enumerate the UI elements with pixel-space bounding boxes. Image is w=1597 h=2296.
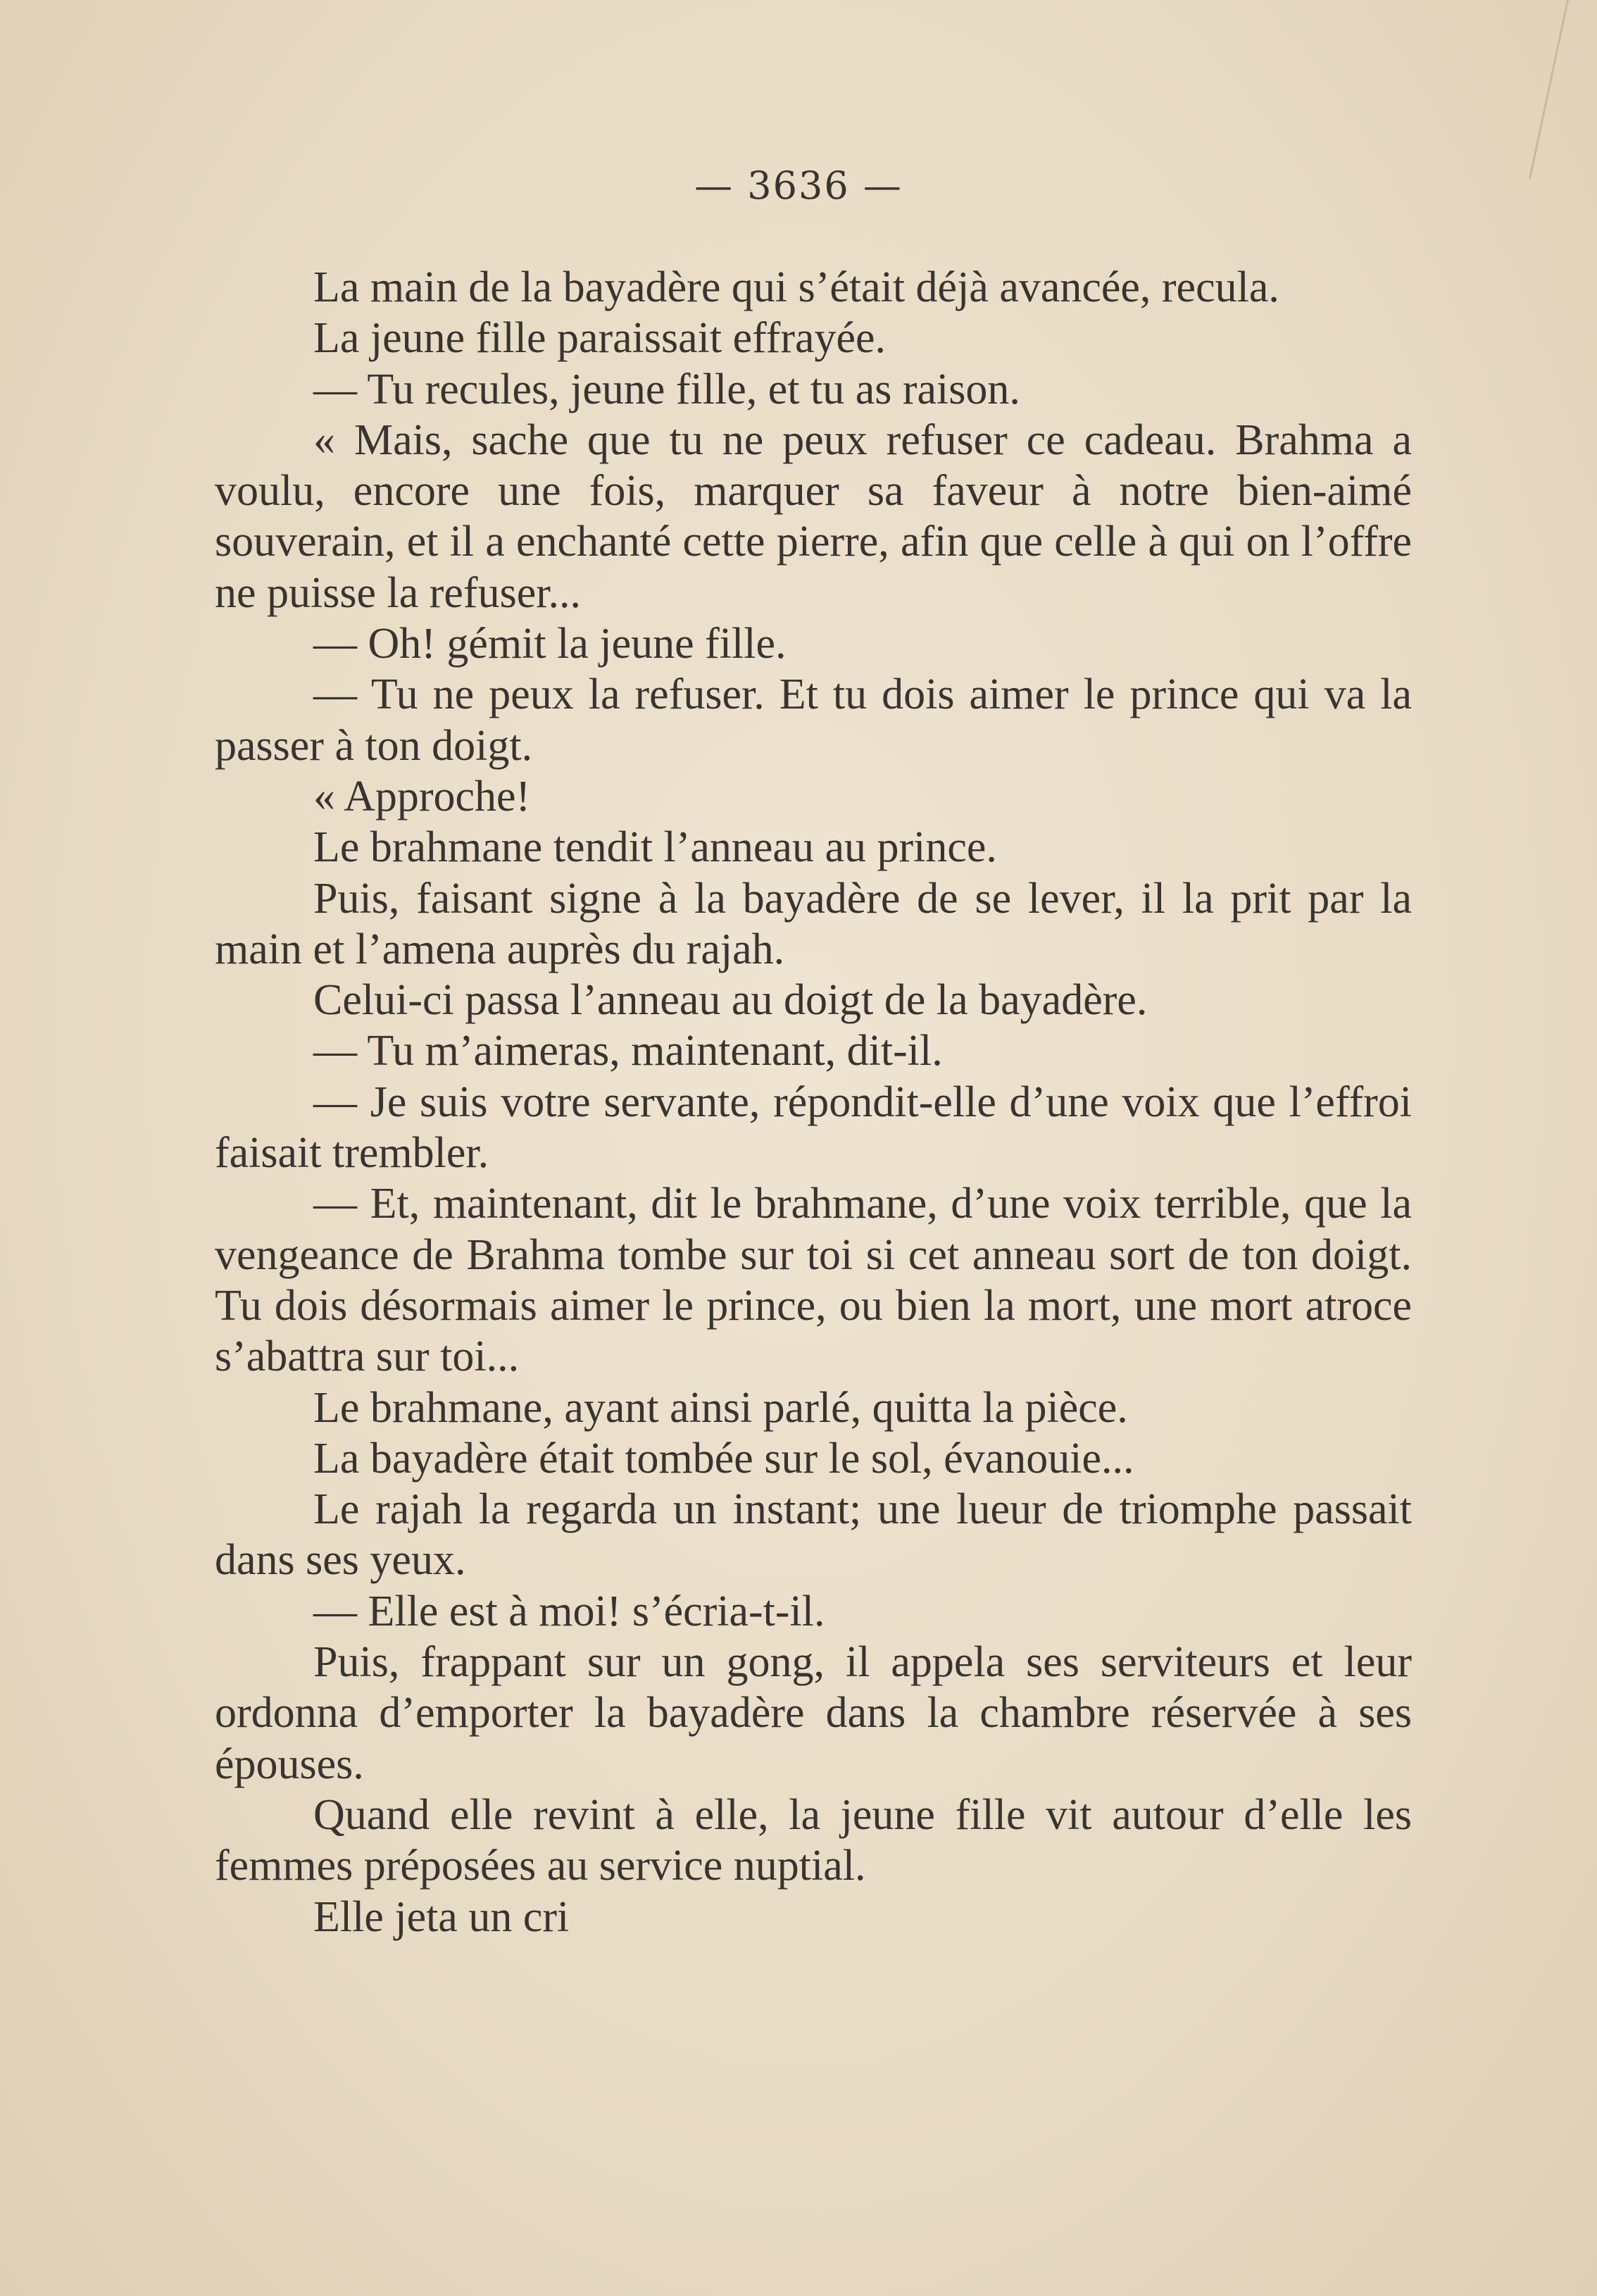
paragraph: Puis, faisant signe à la bayadère de se lever, il la prit par la main et l’amena auprès du rajah. — [215, 874, 1412, 973]
paragraph: Le brahmane, ayant ainsi parlé, quitta la pièce. — [313, 1383, 1128, 1432]
paragraph: — Oh! gémit la jeune fille. — [313, 620, 787, 668]
paragraph: — Elle est à moi! s’écria-t-il. — [313, 1587, 825, 1635]
paragraph: — Et, maintenant, dit le brahmane, d’une voix terrible, que la vengeance de Brahma tombe sur toi si cet anneau sort de ton doigt. Tu dois désormais aimer le prince, ou bien la mort, une mort atroce s’abattra sur toi... — [215, 1180, 1412, 1381]
body-text — [215, 262, 1412, 1942]
paragraph: — Tu ne peux la refuser. Et tu dois aimer le prince qui va la passer à ton doigt. — [215, 670, 1412, 770]
page-number: — 3636 — — [694, 163, 903, 208]
paragraph: Celui-ci passa l’anneau au doigt de la bayadère. — [313, 976, 1148, 1025]
paragraph: La main de la bayadère qui s’était déjà avancée, recula. — [313, 263, 1279, 311]
paragraph: « Mais, sache que tu ne peux refuser ce cadeau. Brahma a voulu, encore une fois, marquer sa faveur à notre bien-aimé souverain, et il a enchanté cette pierre, afin que celle à qui on l’offre ne puisse la refuser... — [215, 416, 1412, 617]
paragraph: Quand elle revint à elle, la jeune fille vit autour d’elle les femmes préposées au service nuptial. — [215, 1790, 1412, 1890]
paragraph: La jeune fille paraissait effrayée. — [313, 314, 887, 363]
paragraph: Le rajah la regarda un instant; une lueur de triomphe passait dans ses yeux. — [215, 1485, 1412, 1585]
paragraph: — Je suis votre servante, répondit-elle d’une voix que l’effroi faisait trembler. — [215, 1078, 1412, 1178]
page-edge-mark — [1529, 0, 1569, 180]
paragraph: Le brahmane tendit l’anneau au prince. — [313, 823, 997, 872]
paragraph: Elle jeta un cri — [313, 1892, 570, 1941]
paragraph: — Tu m’aimeras, maintenant, dit-il. — [313, 1027, 943, 1075]
paragraph: La bayadère était tombée sur le sol, évanouie... — [313, 1434, 1134, 1483]
paragraph: Puis, frappant sur un gong, il appela ses serviteurs et leur ordonna d’emporter la bayadère dans la chambre réservée à ses épouses. — [215, 1638, 1412, 1788]
paragraph: « Approche! — [313, 772, 531, 821]
paragraph: — Tu recules, jeune fille, et tu as raison. — [313, 365, 1020, 413]
